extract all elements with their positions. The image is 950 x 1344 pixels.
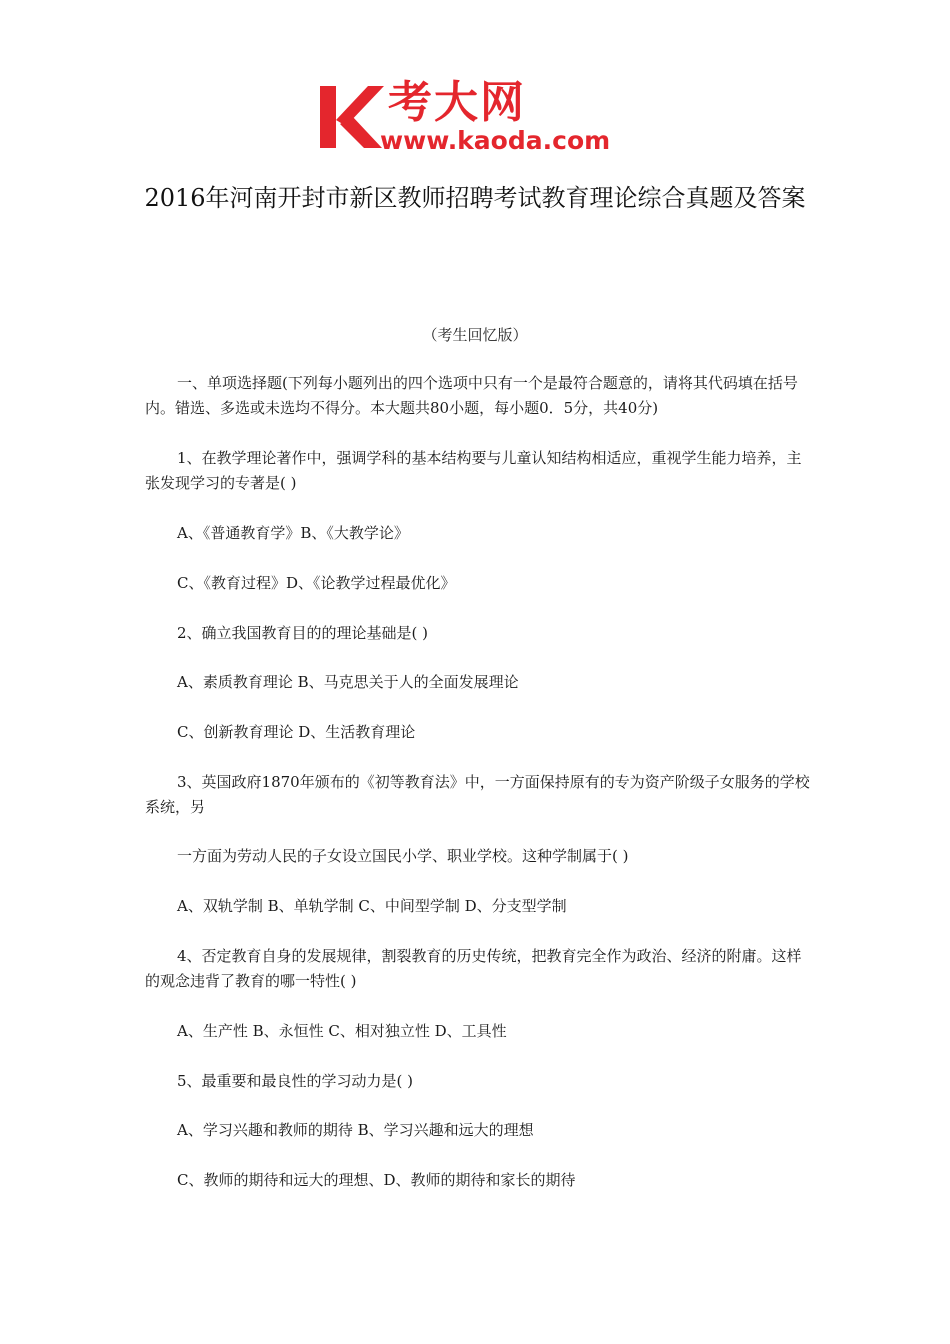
question-1-options-cd: C、《教育过程》D、《论教学过程最优化》 xyxy=(177,574,456,592)
question-3: 3、英国政府1870年颁布的《初等教育法》中，一方面保持原有的专为资产阶级子女服务的学校系统，另 xyxy=(145,773,810,816)
question-1: 1、在教学理论著作中，强调学科的基本结构要与儿童认知结构相适应，重视学生能力培养，主张发现学习的专著是( ) xyxy=(145,449,802,492)
question-2-options-cd: C、创新教育理论 D、生活教育理论 xyxy=(177,723,416,741)
question-4: 4、否定教育自身的发展规律，割裂教育的历史传统，把教育完全作为政治、经济的附庸。这样的观念违背了教育的哪一特性( ) xyxy=(145,947,802,990)
question-2-options-ab: A、素质教育理论 B、马克思关于人的全面发展理论 xyxy=(177,673,519,691)
question-5-options-cd: C、教师的期待和远大的理想、D、教师的期待和家长的期待 xyxy=(177,1171,576,1189)
question-4-options: A、生产性 B、永恒性 C、相对独立性 D、工具性 xyxy=(177,1022,507,1040)
question-1-options-ab: A、《普通教育学》B、《大教学论》 xyxy=(177,524,409,542)
kaoda-logo xyxy=(318,78,638,160)
logo-url: www.kaoda.com xyxy=(380,126,611,155)
document-subtitle: （考生回忆版） xyxy=(422,326,528,344)
k-logo-icon xyxy=(318,82,386,152)
question-2: 2、确立我国教育目的的理论基础是( ) xyxy=(177,624,429,642)
logo-name: 考大网 xyxy=(388,77,526,128)
question-3-options: A、双轨学制 B、单轨学制 C、中间型学制 D、分支型学制 xyxy=(177,897,567,915)
section-intro: 一、单项选择题(下列每小题列出的四个选项中只有一个是最符合题意的，请将其代码填在括号内。错选、多选或未选均不得分。本大题共80小题，每小题0．5分，共40分) xyxy=(145,374,798,417)
question-5-options-ab: A、学习兴趣和教师的期待 B、学习兴趣和远大的理想 xyxy=(177,1121,534,1139)
document-title: 2016年河南开封市新区教师招聘考试教育理论综合真题及答案 xyxy=(144,184,806,212)
question-5: 5、最重要和最良性的学习动力是( ) xyxy=(177,1072,414,1090)
question-3-continued: 一方面为劳动人民的子女设立国民小学、职业学校。这种学制属于( ) xyxy=(177,847,629,865)
